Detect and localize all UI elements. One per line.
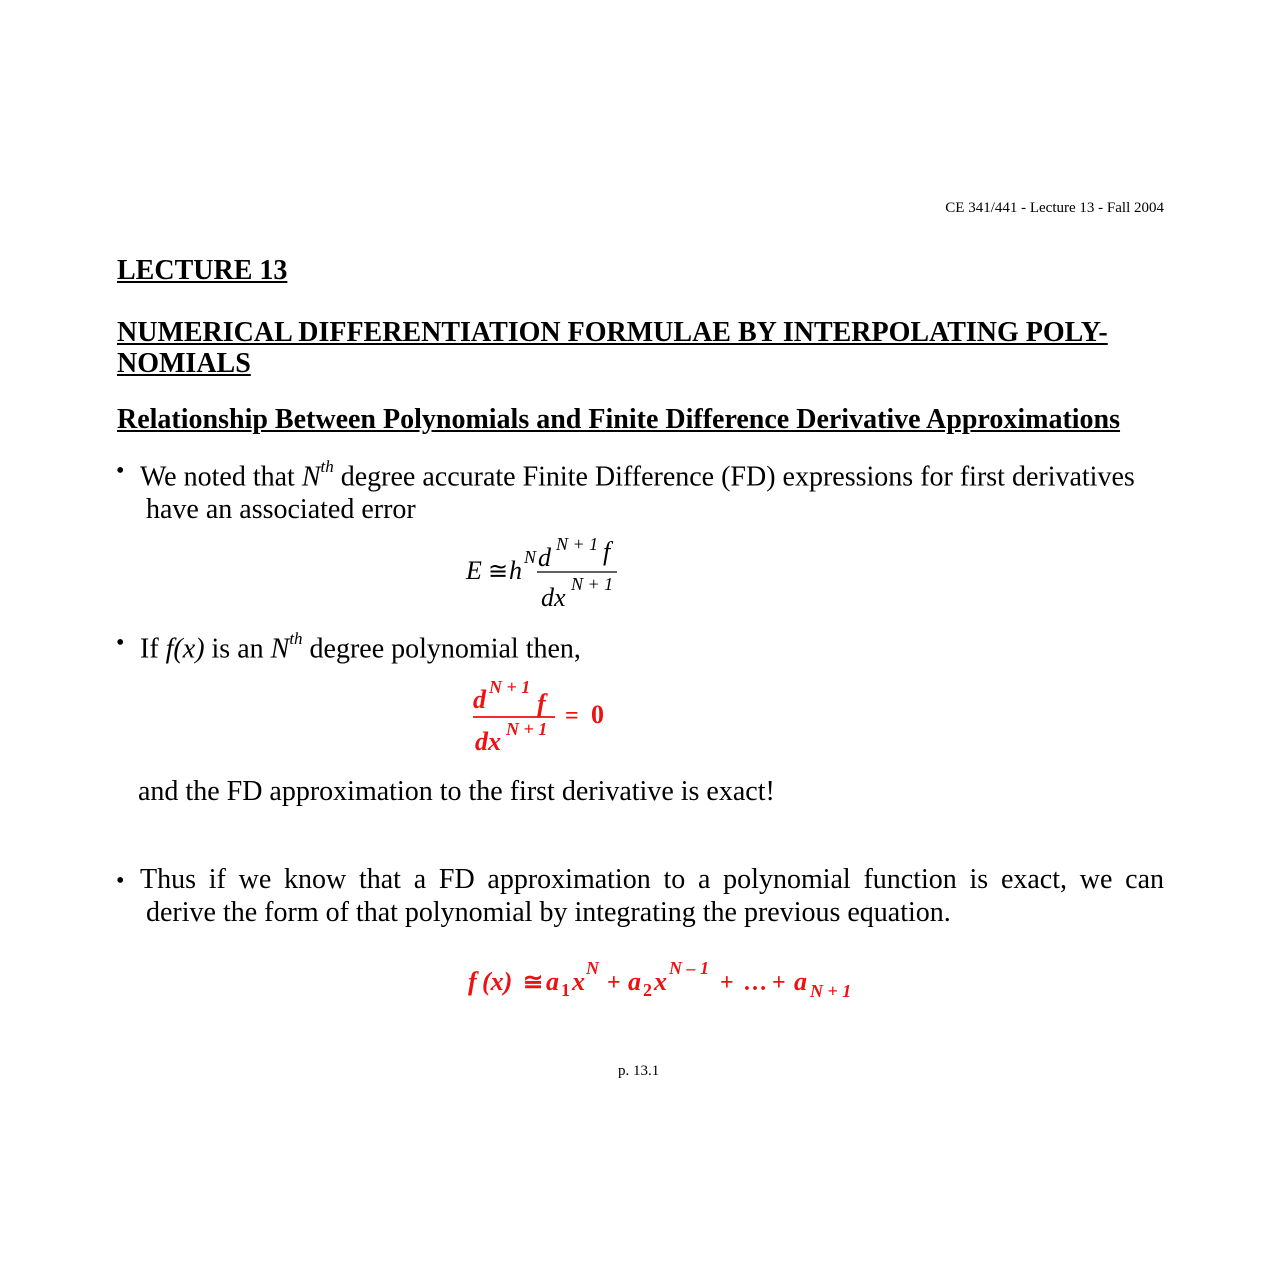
eq-poly-plus2: + (720, 970, 734, 996)
bullet-2-text-mid: is an (204, 633, 271, 665)
bullet-1-text-pre: We noted that (140, 461, 302, 493)
eq-poly-lhs: f (468, 967, 477, 996)
bullet-paragraph-3 (140, 863, 1164, 929)
bullet-marker: • (116, 458, 125, 484)
eq-poly-x1: x (572, 967, 585, 996)
section-title-line1: NUMERICAL DIFFERENTIATION FORMULAE BY INTERPOLATING POLY- (117, 317, 1108, 348)
lecture-title: LECTURE 13 (117, 255, 288, 286)
bullet-2-func: f(x) (165, 633, 205, 665)
bullet-2-after: and the FD approximation to the first derivative is exact! (138, 776, 775, 807)
eq-poly-a1: a (546, 967, 559, 996)
eq-poly-plus1: + (607, 970, 621, 996)
bullet-marker: • (116, 630, 125, 656)
eq-poly-x2-exp: N – 1 (669, 958, 709, 978)
eq-error-num-d: d (538, 543, 551, 572)
eq-zero-equals: = (565, 703, 579, 729)
eq-poly-plus3: + (772, 970, 786, 996)
derivative-zero-equation (465, 672, 625, 762)
eq-error-num-f: f (603, 537, 611, 566)
bullet-2-line1 (140, 625, 1165, 665)
bullet-2-var: N (270, 633, 290, 665)
bullet-1-line2: have an associated error (146, 494, 416, 526)
eq-zero-num-d: d (473, 685, 486, 714)
eq-poly-dots: … (743, 970, 767, 996)
eq-zero-den-dx: dx (475, 727, 501, 756)
eq-zero-num-f: f (537, 689, 546, 718)
eq-error-lhs: E (466, 556, 482, 585)
eq-zero-rhs: 0 (591, 700, 604, 729)
bullet-1-line1 (140, 453, 1165, 493)
eq-poly-a2: a (628, 967, 641, 996)
bullet-1-text-post: degree accurate Finite Difference (FD) expressions for first derivatives (333, 461, 1135, 493)
section-title (117, 317, 1177, 379)
eq-zero-num-exp: N + 1 (489, 677, 531, 697)
eq-error-h: h (509, 556, 522, 585)
eq-poly-a1-sub: 1 (561, 980, 570, 1000)
bullet-1-var: N (301, 461, 321, 493)
error-equation (455, 530, 635, 615)
subsection-title: Relationship Between Polynomials and Finite Difference Derivative Approximations (117, 404, 1121, 435)
polynomial-equation (462, 950, 872, 1010)
bullet-paragraph-1 (140, 453, 1165, 526)
eq-poly-approx: ≅ (523, 970, 544, 996)
eq-poly-lhs-arg: (x) (482, 967, 513, 996)
bullet-1-sup: th (320, 457, 334, 476)
eq-error-den-dx: dx (541, 583, 566, 612)
eq-poly-x1-exp: N (586, 958, 599, 978)
eq-poly-x2: x (654, 967, 667, 996)
eq-error-approx: ≅ (488, 559, 509, 585)
eq-poly-a2-sub: 2 (643, 980, 652, 1000)
course-reference: CE 341/441 - Lecture 13 - Fall 2004 (945, 200, 1164, 216)
bullet-2-sup: th (289, 629, 303, 648)
bullet-paragraph-2 (140, 625, 1165, 665)
bullet-2-text-pre: If (140, 633, 166, 665)
eq-poly-an: a (794, 967, 807, 996)
eq-zero-den-exp: N + 1 (506, 719, 548, 739)
bullet-marker: • (116, 868, 125, 894)
page-number: p. 13.1 (618, 1063, 660, 1079)
section-title-line2: NOMIALS (117, 348, 251, 379)
eq-error-h-exp: N (524, 547, 537, 567)
eq-poly-an-sub: N + 1 (810, 981, 852, 1001)
eq-error-num-exp: N + 1 (556, 534, 599, 554)
eq-error-den-exp: N + 1 (571, 574, 614, 594)
bullet-3-line1: Thus if we know that a FD approximation to a polynomial function is exact, we can (140, 864, 1164, 895)
bullet-3-line2: derive the form of that polynomial by integrating the previous equation. (146, 897, 951, 928)
bullet-2-text-post: degree polynomial then, (302, 633, 581, 665)
